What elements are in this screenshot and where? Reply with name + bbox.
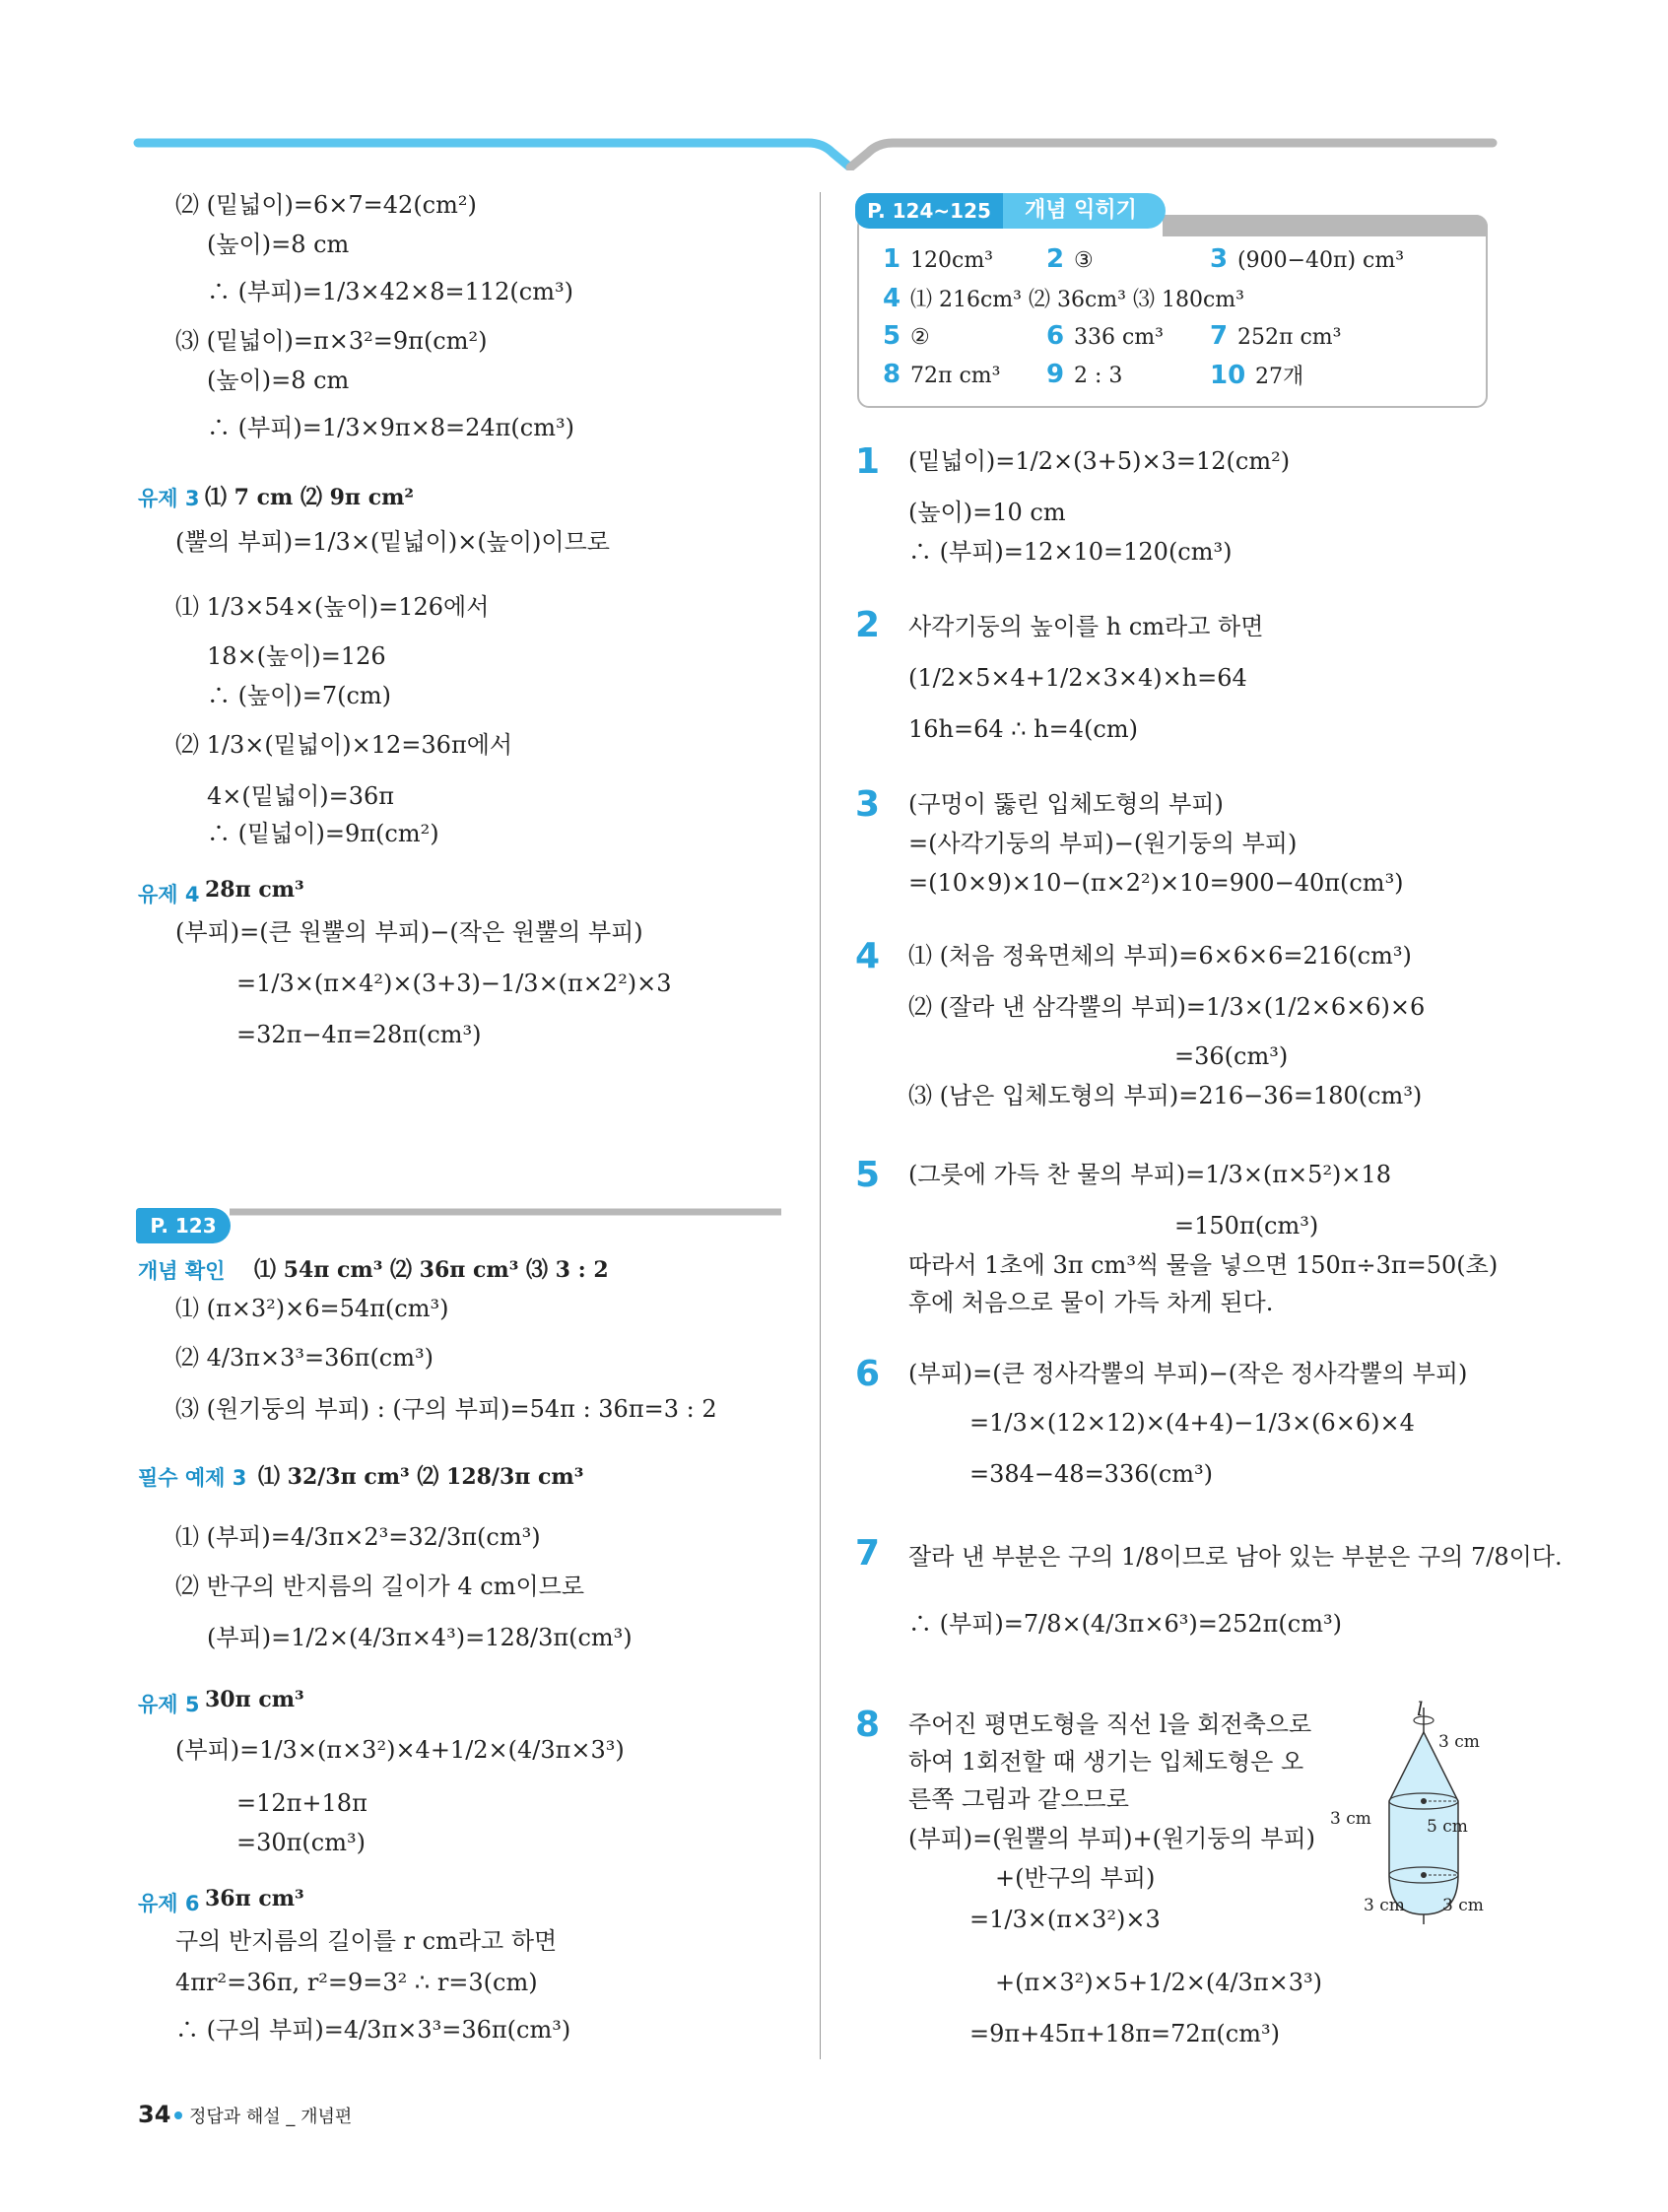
answer-item: 6 336 cm³ [1046, 321, 1164, 351]
answer-item: 4 ⑴ 216cm³ ⑵ 36cm³ ⑶ 180cm³ [883, 284, 1244, 313]
answer-box-topbar [1163, 215, 1488, 236]
text-line: ⑵ 4/3π×3³=36π(cm³) [175, 1344, 434, 1372]
text-line: 4×(밑넓이)=36π [207, 782, 395, 810]
text-line: 사각기둥의 높이를 h cm라고 하면 [908, 613, 1264, 640]
text-line: (높이)=8 cm [207, 231, 350, 258]
header-bar [133, 131, 1498, 170]
figure-label: l [1417, 1697, 1424, 1720]
answer-item: 8 72π cm³ [883, 360, 1001, 389]
figure-label: 3 cm [1442, 1896, 1484, 1915]
solution-number: 1 [855, 441, 881, 482]
text-line: =1/3×(π×4²)×(3+3)−1/3×(π×2²)×3 [236, 970, 672, 997]
text-line: 4πr²=36π, r²=9=3² ∴ r=3(cm) [175, 1969, 538, 1996]
yuje4-answer: 28π cm³ [205, 877, 304, 903]
text-line: (부피)=1/3×(π×3²)×4+1/2×(4/3π×3³) [175, 1736, 625, 1764]
text-line: ⑵ (잘라 낸 삼각뿔의 부피)=1/3×(1/2×6×6)×6 [908, 993, 1426, 1021]
bullet-icon [174, 2111, 182, 2119]
text-line: (뿔의 부피)=1/3×(밑넓이)×(높이)이므로 [175, 528, 610, 556]
figure-label: 3 cm [1364, 1896, 1405, 1915]
text-line: (높이)=10 cm [908, 499, 1066, 526]
text-line: =1/3×(π×3²)×3 [969, 1906, 1161, 1933]
text-line: 후에 처음으로 물이 가득 차게 된다. [908, 1289, 1274, 1316]
solution-number: 3 [855, 784, 881, 825]
text-line: (구멍이 뚫린 입체도형의 부피) [908, 790, 1224, 818]
p123-tab-bar [136, 1204, 786, 1243]
text-line: (높이)=8 cm [207, 367, 350, 394]
text-line: =32π−4π=28π(cm³) [236, 1021, 482, 1048]
text-line: ∴ (부피)=1/3×9π×8=24π(cm³) [207, 414, 574, 441]
p123-tab: P. 123 [136, 1208, 231, 1243]
text-line: ∴ (부피)=7/8×(4/3π×6³)=252π(cm³) [908, 1610, 1342, 1638]
p124-tab-pages: P. 124~125 [855, 193, 1003, 229]
text-line: =36(cm³) [1174, 1042, 1289, 1070]
text-line: +(반구의 부피) [995, 1864, 1156, 1892]
figure-label: 3 cm [1330, 1809, 1371, 1829]
text-line: ⑶ (원기둥의 부피) : (구의 부피)=54π : 36π=3 : 2 [175, 1395, 717, 1423]
yuje5-answer: 30π cm³ [205, 1687, 304, 1712]
text-line: 주어진 평면도형을 직선 l을 회전축으로 [908, 1710, 1312, 1738]
column-divider [820, 192, 821, 2059]
text-line: ⑵ 반구의 반지름의 길이가 4 cm이므로 [175, 1573, 585, 1600]
text-line: (밑넓이)=1/2×(3+5)×3=12(cm²) [908, 447, 1291, 475]
solution-number: 7 [855, 1533, 881, 1574]
text-line: 따라서 1초에 3π cm³씩 물을 넣으면 150π÷3π=50(초) [908, 1251, 1499, 1279]
answer-item: 3 (900−40π) cm³ [1210, 244, 1405, 274]
text-line: ∴ (높이)=7(cm) [207, 682, 392, 709]
answer-item: 7 252π cm³ [1210, 321, 1342, 351]
solution-number: 6 [855, 1354, 881, 1394]
text-line: ⑵ (밑넓이)=6×7=42(cm²) [175, 191, 477, 219]
answer-item: 10 27개 [1210, 361, 1304, 390]
ex3-label: 필수 예제 3 [138, 1466, 247, 1490]
answer-item: 2 ③ [1046, 244, 1094, 274]
text-line: +(π×3²)×5+1/2×(4/3π×3³) [995, 1969, 1322, 1996]
yuje4-label: 유제 4 [138, 883, 200, 906]
text-line: ∴ (부피)=12×10=120(cm³) [908, 538, 1233, 566]
text-line: (부피)=(큰 원뿔의 부피)−(작은 원뿔의 부피) [175, 918, 643, 946]
text-line: ⑴ (π×3²)×6=54π(cm³) [175, 1295, 449, 1322]
text-line: =9π+45π+18π=72π(cm³) [969, 2020, 1280, 2047]
ex3-answer: ⑴ 32/3π cm³ ⑵ 128/3π cm³ [258, 1464, 584, 1490]
text-line: =(10×9)×10−(π×2²)×10=900−40π(cm³) [908, 869, 1404, 897]
solution-number: 4 [855, 936, 881, 976]
text-line: ∴ (밑넓이)=9π(cm²) [207, 820, 439, 847]
text-line: (부피)=(원뿔의 부피)+(원기둥의 부피) [908, 1825, 1316, 1852]
page-number: 34 [138, 2101, 171, 2128]
text-line: 16h=64 ∴ h=4(cm) [908, 715, 1138, 743]
text-line: =30π(cm³) [236, 1829, 366, 1856]
text-line: ⑶ (밑넓이)=π×3²=9π(cm²) [175, 327, 488, 355]
yuje3-label: 유제 3 [138, 487, 200, 510]
text-line: =12π+18π [236, 1789, 367, 1817]
text-line: ⑴ 1/3×54×(높이)=126에서 [175, 593, 490, 621]
text-line: ⑴ (부피)=4/3π×2³=32/3π(cm³) [175, 1523, 541, 1551]
text-line: 구의 반지름의 길이를 r cm라고 하면 [175, 1927, 558, 1955]
text-line: =384−48=336(cm³) [969, 1460, 1214, 1488]
solution-number: 8 [855, 1705, 881, 1745]
figure-label: 5 cm [1427, 1817, 1468, 1837]
text-line: ⑶ (남은 입체도형의 부피)=216−36=180(cm³) [908, 1082, 1423, 1109]
answer-item: 1 120cm³ [883, 244, 993, 274]
text-line: ∴ (구의 부피)=4/3π×3³=36π(cm³) [175, 2016, 571, 2044]
solution-number: 2 [855, 605, 881, 645]
yuje6-label: 유제 6 [138, 1892, 200, 1915]
text-line: 잘라 낸 부분은 구의 1/8이므로 남아 있는 부분은 구의 7/8이다. [908, 1543, 1563, 1571]
text-line: (부피)=1/2×(4/3π×4³)=128/3π(cm³) [207, 1624, 633, 1651]
text-line: 18×(높이)=126 [207, 642, 386, 670]
text-line: (1/2×5×4+1/2×3×4)×h=64 [908, 664, 1247, 692]
text-line: (부피)=(큰 정사각뿔의 부피)−(작은 정사각뿔의 부피) [908, 1360, 1468, 1387]
answer-item: 9 2 : 3 [1046, 360, 1123, 389]
text-line: =1/3×(12×12)×(4+4)−1/3×(6×6)×4 [969, 1409, 1415, 1437]
figure-label: 3 cm [1438, 1732, 1480, 1752]
text-line: =150π(cm³) [1174, 1212, 1319, 1240]
text-line: ⑵ 1/3×(밑넓이)×12=36π에서 [175, 731, 513, 759]
yuje3-answer: ⑴ 7 cm ⑵ 9π cm² [205, 485, 414, 510]
text-line: =(사각기둥의 부피)−(원기둥의 부피) [908, 830, 1298, 857]
answer-item: 5 ② [883, 321, 930, 351]
solution-number: 5 [855, 1155, 881, 1195]
yuje5-label: 유제 5 [138, 1693, 200, 1716]
text-line: ∴ (부피)=1/3×42×8=112(cm³) [207, 278, 573, 305]
concept-answer: ⑴ 54π cm³ ⑵ 36π cm³ ⑶ 3 : 2 [254, 1257, 609, 1283]
text-line: 하여 1회전할 때 생기는 입체도형은 오 [908, 1748, 1304, 1776]
p124-tab-title: 개념 익히기 [1025, 198, 1137, 223]
yuje6-answer: 36π cm³ [205, 1886, 304, 1911]
concept-label: 개념 확인 [138, 1259, 226, 1283]
footer-title: 정답과 해설 _ 개념편 [189, 2107, 353, 2127]
text-line: (그릇에 가득 찬 물의 부피)=1/3×(π×5²)×18 [908, 1161, 1392, 1188]
text-line: ⑴ (처음 정육면체의 부피)=6×6×6=216(cm³) [908, 942, 1412, 970]
text-line: 른쪽 그림과 같으므로 [908, 1785, 1129, 1813]
